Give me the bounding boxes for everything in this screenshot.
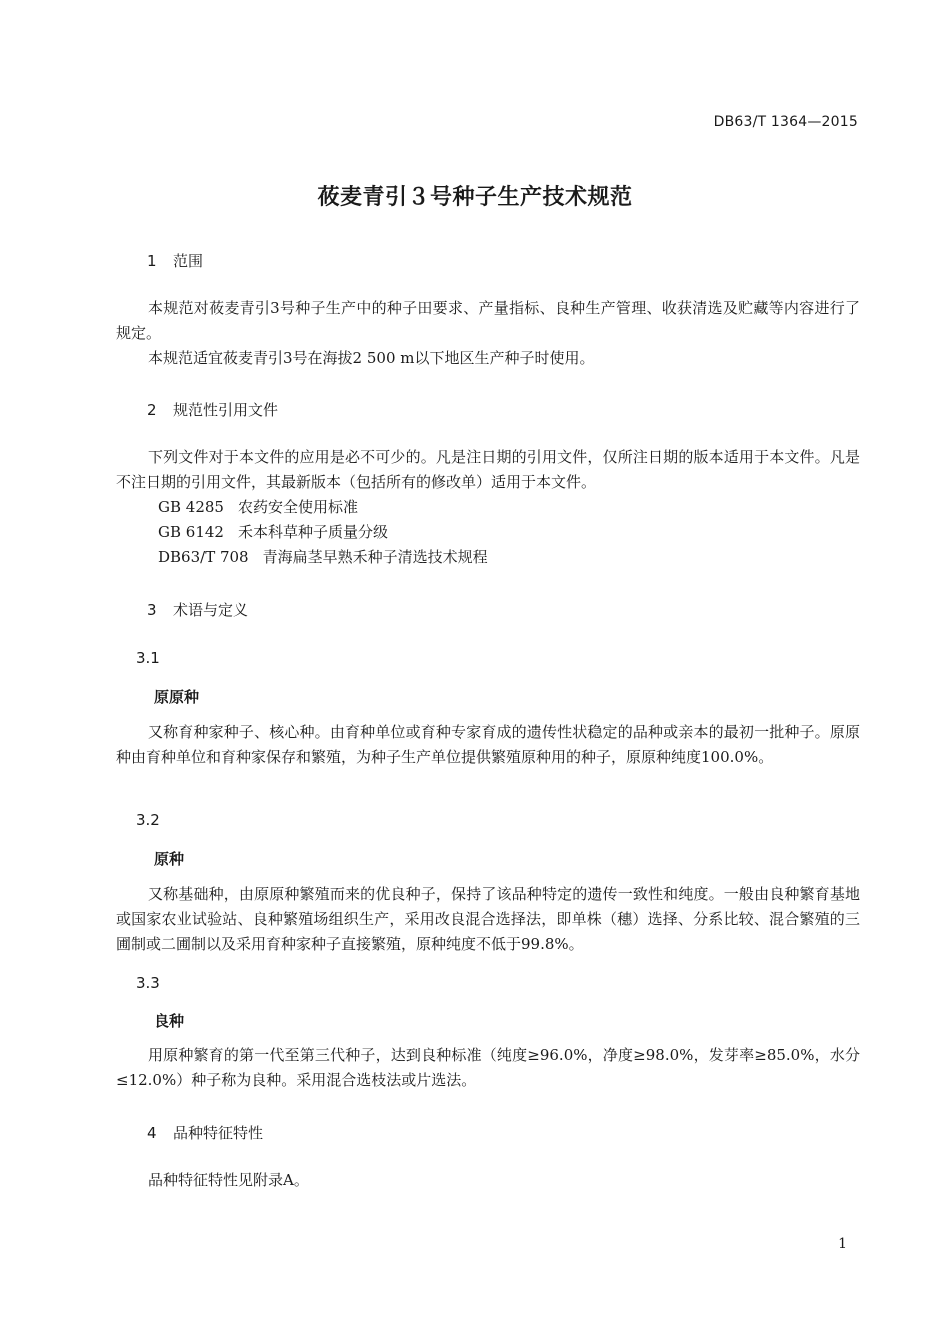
reference-code: DB63/T 708 — [158, 548, 249, 566]
section-2-heading — [147, 399, 278, 420]
document-title: 莜麦青引３号种子生产技术规范 — [317, 185, 633, 210]
section-1-paragraph-2: 本规范适宜莜麦青引3号在海拔2 500 m以下地区生产种子时使用。 — [148, 349, 595, 367]
standard-code: DB63/T 1364—2015 — [713, 114, 858, 130]
section-title: 规范性引用文件 — [173, 401, 279, 419]
section-title: 品种特征特性 — [173, 1124, 264, 1142]
section-4-paragraph-1: 品种特征特性见附录A。 — [148, 1171, 309, 1189]
reference-item — [158, 496, 358, 517]
section-1-paragraph-1: 本规范对莜麦青引3号种子生产中的种子田要求、产量指标、良种生产管理、收获清选及贮藏等内容进行了规定。 — [116, 299, 860, 342]
reference-item — [158, 546, 488, 567]
section-title: 范围 — [173, 252, 204, 270]
section-2-paragraph-1: 下列文件对于本文件的应用是必不可少的。凡是注日期的引用文件，仅所注日期的版本适用于本文件。凡是不注日期的引用文件，其最新版本（包括所有的修改单）适用于本文件。 — [116, 448, 860, 491]
section-title: 术语与定义 — [173, 601, 249, 619]
term-3-1-definition: 又称育种家种子、核心种。由育种单位或育种专家育成的遗传性状稳定的品种或亲本的最初一批种子。原原种由育种单位和育种家保存和繁殖，为种子生产单位提供繁殖原种用的种子，原原种纯度100.0%。 — [116, 723, 860, 766]
term-3-3-definition: 用原种繁育的第一代至第三代种子，达到良种标准（纯度≥96.0%，净度≥98.0%，发芽率≥85.0%，水分≤12.0%）种子称为良种。采用混合选枝法或片选法。 — [116, 1046, 860, 1089]
term-3-1-number: 3.1 — [136, 649, 160, 667]
section-number: 1 — [147, 252, 157, 270]
reference-code: GB 4285 — [158, 498, 224, 516]
section-1-heading — [147, 250, 203, 271]
term-3-2-definition: 又称基础种，由原原种繁殖而来的优良种子，保持了该品种特定的遗传一致性和纯度。一般由良种繁育基地或国家农业试验站、良种繁殖场组织生产，采用改良混合选择法，即单株（穗）选择、分系比较、混合繁殖的三圃制或二圃制以及采用育种家种子直接繁殖，原种纯度不低于99.8%。 — [116, 885, 860, 953]
section-number: 4 — [147, 1124, 157, 1142]
section-number: 2 — [147, 401, 157, 419]
page-number: 1 — [838, 1236, 847, 1252]
reference-item — [158, 521, 388, 542]
term-3-2-number: 3.2 — [136, 811, 160, 829]
term-3-3-number: 3.3 — [136, 974, 160, 992]
section-4-heading — [147, 1122, 263, 1143]
reference-name: 禾本科草种子质量分级 — [237, 523, 388, 541]
section-3-heading — [147, 599, 248, 620]
reference-name: 农药安全使用标准 — [237, 498, 358, 516]
reference-code: GB 6142 — [158, 523, 224, 541]
term-3-3-name: 良种 — [154, 1012, 185, 1030]
section-number: 3 — [147, 601, 157, 619]
term-3-1-name: 原原种 — [154, 688, 200, 706]
term-3-2-name: 原种 — [154, 850, 185, 868]
reference-name: 青海扁茎早熟禾种子清选技术规程 — [262, 548, 488, 566]
